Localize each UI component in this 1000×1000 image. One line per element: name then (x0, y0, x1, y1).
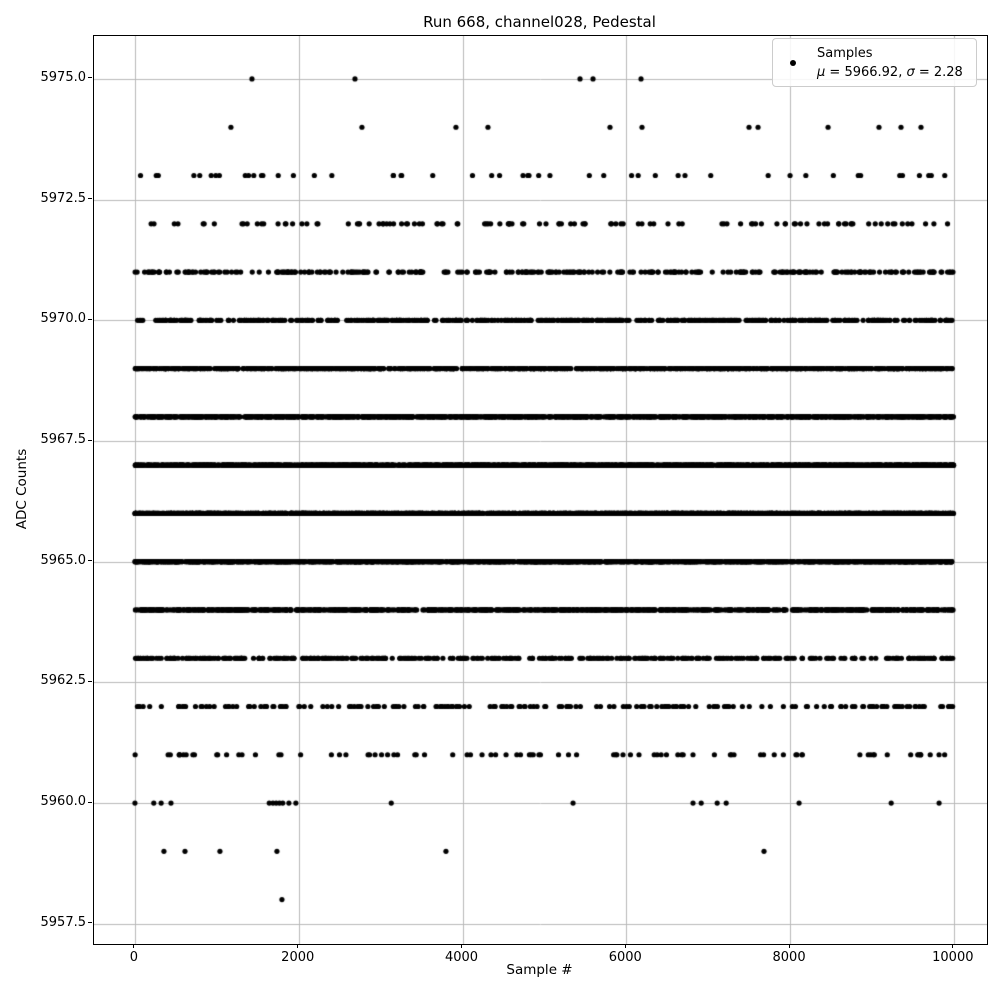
sigma-symbol: σ (906, 64, 915, 80)
y-tick-label: 5967.5 (40, 432, 86, 447)
x-tick-label: 6000 (608, 950, 642, 965)
legend-marker-column (781, 60, 805, 66)
y-tick-label: 5970.0 (40, 311, 86, 327)
legend (772, 38, 977, 87)
y-axis-label: ADC Counts (14, 448, 30, 530)
x-tick-label: 10000 (932, 950, 974, 965)
plot-area (93, 35, 988, 945)
sigma-value: = 2.28 (914, 64, 963, 80)
y-tick-label: 5960.0 (40, 794, 86, 810)
x-tick-label: 4000 (444, 950, 479, 965)
scatter-marker-icon (790, 60, 796, 66)
x-tick-mark (133, 944, 134, 948)
x-tick-label: 8000 (772, 950, 806, 965)
mu-value: = 5966.92, (825, 64, 907, 80)
x-tick-mark (461, 944, 462, 948)
y-tick-label: 5965.0 (40, 552, 86, 568)
legend-stats-label (817, 63, 963, 82)
y-tick-mark (88, 922, 92, 923)
x-axis-label: Sample # (506, 962, 573, 978)
x-tick-label: 2000 (281, 950, 315, 965)
y-tick-mark (88, 440, 92, 441)
y-tick-mark (88, 77, 92, 78)
y-tick-label: 5962.5 (40, 673, 86, 689)
y-tick-mark (88, 560, 92, 561)
chart-title: Run 668, channel028, Pedestal (423, 13, 656, 31)
scatter-canvas (94, 36, 987, 944)
mu-symbol: μ (817, 64, 826, 80)
x-tick-label: 0 (129, 950, 139, 965)
y-tick-label: 5957.5 (40, 914, 86, 930)
x-tick-mark (297, 944, 298, 948)
x-tick-mark (789, 944, 790, 948)
y-tick-mark (88, 681, 92, 682)
x-tick-mark (952, 944, 953, 948)
y-tick-label: 5972.5 (40, 190, 86, 206)
y-tick-mark (88, 319, 92, 320)
y-tick-label: 5975.0 (40, 69, 86, 85)
y-tick-mark (88, 802, 92, 803)
y-tick-mark (88, 198, 92, 199)
x-tick-mark (625, 944, 626, 948)
legend-series-label: Samples (817, 45, 873, 61)
legend-text (817, 44, 963, 82)
